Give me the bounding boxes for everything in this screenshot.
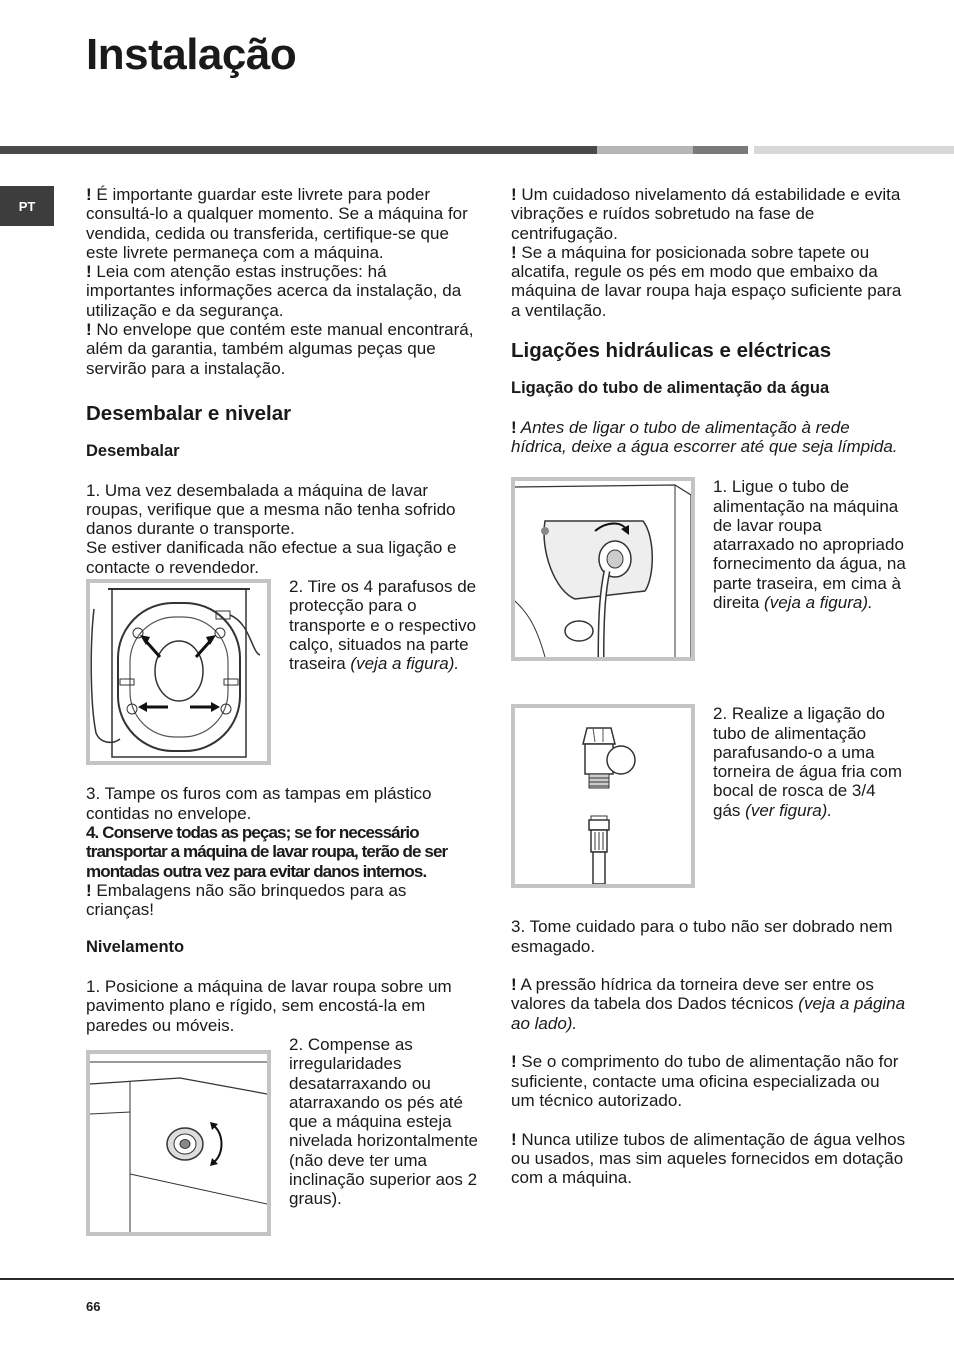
tap-thread-illustration: [515, 708, 691, 884]
length-note: ! Se o comprimento do tubo de alimentação não for suficiente, contacte uma oficina especializada ou um técnico autorizado.: [511, 1052, 899, 1110]
adjustable-foot-illustration: [90, 1054, 267, 1232]
section-title-unpack-level: Desembalar e nivelar: [86, 401, 292, 425]
page-title: Instalação: [86, 30, 297, 79]
header-bar-darkmid: [693, 146, 748, 154]
level-stability-note: ! Um cuidadoso nivelamento dá estabilidade e evita vibrações e ruídos sobretudo na fase de centrifugação.: [511, 185, 901, 243]
intro-paragraph: ! É importante guardar este livrete para poder consultá-lo a qualquer momento. Se a máquina for vendida, cedida ou transferida, certifique-se que este livrete permaneça com a máquina.: [86, 185, 468, 262]
unpack-step-3: 3. Tampe os furos com as tampas em plástico contidas no envelope.: [86, 784, 432, 823]
inlet-valve-figure: [511, 477, 695, 661]
rear-screws-illustration: [90, 583, 267, 761]
footer-rule: [0, 1278, 954, 1280]
unpack-step-1: 1. Uma vez desembalada a máquina de lavar roupas, verifique que a mesma não tenha sofrido danos durante o transporte.: [86, 480, 456, 539]
intro-paragraph: ! Leia com atenção estas instruções: há importantes informações acerca da instalação, da utilização e da segurança.: [86, 262, 462, 320]
unpack-step-2: 2. Tire os 4 parafusos de protecção para o transporte e o respectivo calço, situados na parte traseira (veja a figura).: [289, 577, 477, 674]
flush-warning: ! Antes de ligar o tubo de alimentação à rede hídrica, deixe a água escorrer até que seja límpida.: [511, 417, 898, 456]
level-step-2: 2. Compense as irregularidades desatarraxando ou atarraxando os pés até que a máquina esteja nivelada horizontalmente (não deve ter uma inclinação superior aos 2 graus).: [289, 1034, 479, 1209]
section-title-connections: Ligações hidráulicas e eléctricas: [511, 339, 832, 363]
unpack-figure-row: [86, 577, 478, 765]
old-hose-note: ! Nunca utilize tubos de alimentação de água velhos ou usados, mas sim aqueles fornecidos em dotação com a máquina.: [511, 1129, 906, 1188]
inlet-step-3: 3. Tome cuidado para o tubo não ser dobrado nem esmagado.: [511, 917, 893, 956]
inlet-step-2: 2. Realize a ligação do tubo de alimentação parafusando-o a uma torneira de água fria com bocal de rosca de 3/4 gás (ver figura).: [713, 704, 902, 820]
tap-connection-figure: [511, 704, 695, 888]
foot-adjust-figure: [86, 1050, 271, 1236]
tap-figure-row: [511, 704, 906, 888]
left-column: [86, 185, 478, 1236]
inlet-step-1: 1. Ligue o tubo de alimentação na máquina de lavar roupa atarraxado no apropriado fornecimento da água, na parte traseira, em cima à direita (veja a figura).: [713, 477, 906, 613]
header-bar-mid: [597, 146, 693, 154]
inlet-connection-illustration: [515, 481, 691, 657]
right-column: [511, 185, 906, 1187]
header-bar-light: [754, 146, 954, 154]
rear-panel-figure: [86, 579, 271, 765]
carpet-note: ! Se a máquina for posicionada sobre tapete ou alcatifa, regule os pés em modo que embaixo da máquina de lavar roupa haja espaço suficiente para a ventilação.: [511, 242, 902, 320]
header-bar-dark: [0, 146, 597, 154]
subsection-title-level: Nivelamento: [86, 938, 185, 957]
unpack-damage-note: Se estiver danificada não efectue a sua ligação e contacte o revendedor.: [86, 538, 457, 577]
language-tab: PT: [0, 186, 54, 226]
subsection-title-unpack: Desembalar: [86, 441, 180, 460]
level-figure-row: [86, 1035, 478, 1236]
level-step-1: 1. Posicione a máquina de lavar roupa sobre um pavimento plano e rígido, sem encostá-la em paredes ou móveis.: [86, 977, 452, 1035]
pressure-note: ! A pressão hídrica da torneira deve ser entre os valores da tabela dos Dados técnicos (veja a página ao lado).: [511, 975, 906, 1033]
packaging-warning: ! Embalagens não são brinquedos para as crianças!: [86, 880, 407, 920]
intro-paragraph: ! No envelope que contém este manual encontrará, além da garantia, também algumas peças que servirão para a instalação.: [86, 320, 474, 378]
unpack-step-4: 4. Conserve todas as peças; se for necessário transportar a máquina de lavar roupa, terão de ser montadas outra vez para evitar danos internos.: [86, 822, 448, 881]
inlet-figure-row: [511, 477, 906, 661]
page-number: 66: [86, 1299, 101, 1314]
subsection-title-water-inlet: Ligação do tubo de alimentação da água: [511, 379, 830, 398]
